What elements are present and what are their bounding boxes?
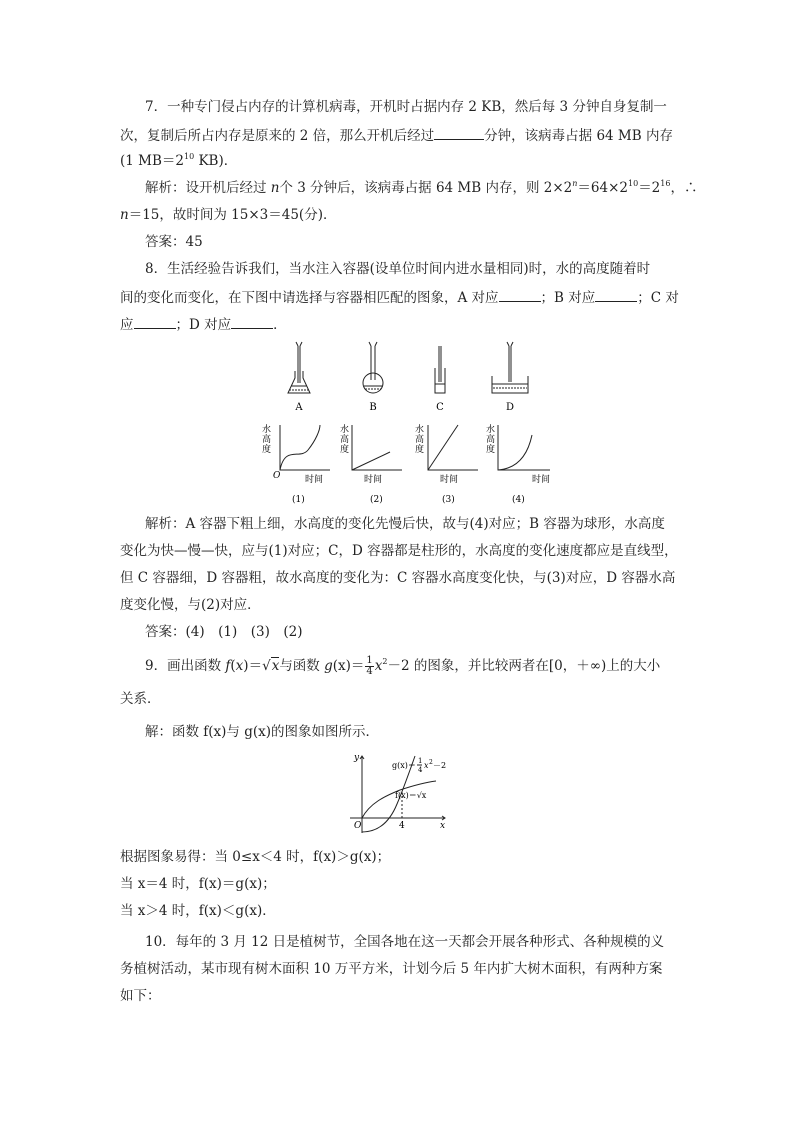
q8-answer: 答案：(4) (1) (3) (2) (145, 624, 303, 640)
svg-text:2: 2 (429, 759, 433, 766)
graph2-ylabel-1: 水 (340, 425, 350, 435)
q8-blank-d (231, 314, 273, 329)
graph-x-label: x (440, 821, 446, 831)
q9-result-3: 当 x＞4 时，f(x)＜g(x)． (120, 903, 276, 919)
q8-blank-a (499, 287, 541, 302)
q8-solution-line1: 解析：A 容器下粗上细，水高度的变化先慢后快，故与(4)对应；B 容器为球形，水高度 (145, 516, 665, 532)
graph-tick-4: 4 (399, 821, 405, 831)
q10-line3: 如下： (120, 988, 161, 1004)
q7-line3: (1 $MB=2^{10}$ KB)． (120, 152, 238, 169)
svg-text:x: x (424, 761, 429, 770)
q10-line2: 务植树活动，某市现有树木面积 10 万平方米，计划今后 5 年内扩大树木面积，有两种方案 (120, 961, 663, 977)
graph-y-label: y (354, 753, 360, 763)
graph2-xlabel: 时间 (364, 475, 383, 485)
container-c (435, 346, 445, 393)
graph3-ylabel-1: 水 (415, 425, 425, 435)
graph1-xlabel: 时间 (305, 475, 324, 485)
q7-solution-line2: n＝15，故时间为 15×3＝45(分)． (120, 207, 337, 223)
graph4-caption: (4) (512, 495, 525, 505)
q9-line1: 9．画出函数 f(x)＝√x与函数 g(x)＝ $\frac{1}{4}$ $x^2-2$ 的图象，并比较两者在[0，＋∞)上的大小 (145, 655, 661, 677)
q10-line1: 10．每年的 3 月 12 日是植树节，全国各地在这一天都会开展各种形式、各种规模的义 (145, 934, 665, 950)
graph4-ylabel-3: 度 (486, 445, 496, 455)
svg-text:1: 1 (418, 757, 423, 765)
svg-text:g(x)＝: g(x)＝ (392, 761, 416, 770)
q8-line3: 应 ；D 对应 ． (120, 314, 287, 334)
container-d (492, 342, 528, 393)
function-graph-figure (340, 748, 480, 838)
graph1-ylabel-3: 度 (262, 445, 272, 455)
q8-solution-line2: 变化为快—慢—快，应与(1)对应；C，D 容器都是柱形的，水高度的变化速度都应是直线型， (120, 543, 678, 559)
graph3-ylabel-2: 高 (415, 435, 425, 445)
q8-blank-c (134, 314, 176, 329)
graph1-origin: O (273, 471, 281, 481)
q8-solution-line4: 度变化慢，与(2)对应． (120, 597, 261, 613)
graph1-caption: (1) (292, 495, 305, 505)
container-label-a: A (295, 402, 303, 413)
q8-line2: 间的变化而变化，在下图中请选择与容器相匹配的图象，A 对应 ；B 对应 ；C 对 (120, 287, 679, 307)
container-a (288, 342, 310, 393)
q7-answer: 答案：45 (145, 234, 203, 250)
q9-result-2: 当 x＝4 时，f(x)＝g(x)； (120, 876, 276, 892)
graph3-xlabel: 时间 (440, 475, 459, 485)
graph1-ylabel-2: 高 (262, 435, 272, 445)
graph-3 (415, 423, 478, 505)
q8-blank-b (595, 287, 637, 302)
graph-1 (262, 423, 330, 505)
q8-solution-line3: 但 C 容器细，D 容器粗，故水高度的变化为：C 容器水高度变化快，与(3)对应，D 容器水高 (120, 570, 676, 586)
q9-result-1: 根据图象易得：当 0≤x＜4 时，f(x)＞g(x)； (120, 849, 391, 865)
q7-line2: 次，复制后所占内存是原来的 2 倍，那么开机后经过 分钟，该病毒占据 64 MB 内存 (120, 125, 673, 145)
graph4-ylabel-1: 水 (486, 425, 496, 435)
q9-line2: 关系． (120, 691, 161, 707)
containers-figure (280, 338, 540, 418)
graph3-ylabel-3: 度 (415, 445, 425, 455)
container-label-c: C (436, 402, 444, 413)
graph-origin: O (354, 821, 362, 831)
q8-line1: 8．生活经验告诉我们，当水注入容器(设单位时间内进水量相同)时，水的高度随着时 (145, 261, 651, 277)
q7-line1: 7．一种专门侵占内存的计算机病毒，开机时占据内存 2 KB，然后每 3 分钟自身复制一 (145, 99, 667, 115)
container-b (363, 342, 383, 393)
graph2-ylabel-3: 度 (340, 445, 350, 455)
q7-blank (434, 125, 484, 140)
graph3-caption: (3) (442, 495, 455, 505)
q7-solution-line1: 解析：设开机后经过 n个 3 分钟后，该病毒占据 64 MB 内存，则 $2\times 2^n=64\times 2^{10}=2^{16}$，∴ (145, 179, 698, 196)
q9-solution: 解：函数 f(x)与 g(x)的图象如图所示． (145, 724, 380, 740)
graph-4 (486, 423, 550, 505)
container-label-d: D (505, 402, 515, 413)
graph4-ylabel-2: 高 (486, 435, 496, 445)
q9-fraction: $\frac{1}{4}$ (366, 655, 373, 677)
graph2-ylabel-2: 高 (340, 435, 350, 445)
graph2-caption: (2) (370, 495, 383, 505)
graph-g-label (392, 757, 446, 774)
svg-text:4: 4 (418, 766, 423, 774)
graph-2 (340, 423, 402, 505)
graph4-xlabel: 时间 (532, 475, 551, 485)
container-label-b: B (369, 402, 377, 413)
svg-text:－2: －2 (433, 761, 447, 770)
graph-f-label: f(x)＝√x (395, 791, 427, 800)
height-graphs-figure (260, 420, 560, 510)
graph1-ylabel-1: 水 (262, 425, 272, 435)
